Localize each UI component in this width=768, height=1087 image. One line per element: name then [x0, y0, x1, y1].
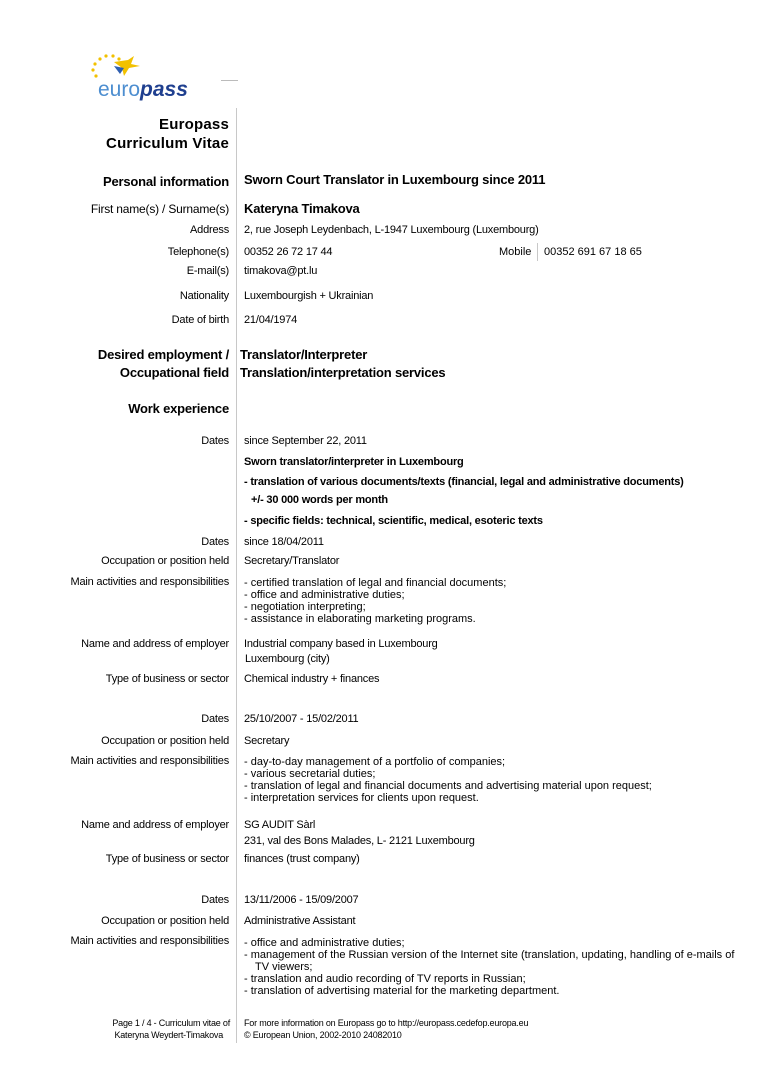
- job4-occ: Administrative Assistant: [244, 915, 356, 927]
- job2-occ-label: Occupation or position held: [101, 555, 229, 567]
- list-item: - negotiation interpreting;: [244, 601, 366, 613]
- job2-act-label: Main activities and responsibilities: [70, 576, 229, 588]
- list-item: - interpretation services for clients upon request.: [244, 792, 479, 804]
- job3-dates: 25/10/2007 - 15/02/2011: [244, 713, 359, 725]
- job3-type-label: Type of business or sector: [105, 853, 229, 865]
- job2-dates-label: Dates: [201, 536, 229, 548]
- job1-title: Sworn translator/interpreter in Luxembourg: [244, 456, 464, 468]
- mobile-label: Mobile: [499, 246, 532, 258]
- name-label: First name(s) / Surname(s): [90, 202, 229, 216]
- address-label: Address: [190, 224, 229, 236]
- job2-type-label: Type of business or sector: [105, 673, 229, 685]
- telephone-label: Telephone(s): [167, 246, 229, 258]
- job2-type: Chemical industry + finances: [244, 673, 380, 685]
- telephone-value: 00352 26 72 17 44: [244, 246, 333, 258]
- list-item: - day-to-day management of a portfolio of companies;: [244, 756, 506, 768]
- job3-dates-label: Dates: [201, 713, 229, 725]
- job2-emp-1: Industrial company based in Luxembourg: [244, 638, 438, 650]
- list-item: - translation of legal and financial documents and advertising material upon request;: [244, 780, 652, 792]
- job3-act-label: Main activities and responsibilities: [70, 755, 229, 767]
- nationality-value: Luxembourgish + Ukrainian: [244, 290, 374, 302]
- job4-occ-label: Occupation or position held: [101, 915, 229, 927]
- job2-occ: Secretary/Translator: [244, 555, 340, 567]
- europass-logo: [84, 52, 194, 107]
- section-work-experience: Work experience: [128, 401, 229, 416]
- list-item: TV viewers;: [246, 961, 313, 973]
- headline: Sworn Court Translator in Luxembourg since 2011: [244, 172, 546, 187]
- desired-label-2: Occupational field: [119, 365, 229, 380]
- dob-label: Date of birth: [171, 314, 229, 326]
- job2-emp-label: Name and address of employer: [81, 638, 229, 650]
- job2-dates: since 18/04/2011: [244, 536, 324, 548]
- job4-act-label: Main activities and responsibilities: [70, 935, 229, 947]
- desired-value-1: Translator/Interpreter: [240, 347, 368, 362]
- job4-dates-label: Dates: [201, 894, 229, 906]
- job3-activities: [244, 756, 652, 804]
- job3-emp-2: 231, val des Bons Malades, L- 2121 Luxembourg: [244, 835, 475, 847]
- footer-left-1: Page 1 / 4 - Curriculum vitae of: [112, 1018, 230, 1028]
- dob-value: 21/04/1974: [244, 314, 298, 326]
- logo-wordmark: europass: [98, 78, 188, 101]
- name-value: Kateryna Timakova: [244, 201, 360, 216]
- job3-type: finances (trust company): [244, 853, 360, 865]
- footer-right-2: © European Union, 2002-2010 24082010: [244, 1030, 402, 1040]
- list-item: - office and administrative duties;: [244, 937, 405, 949]
- job3-emp-1: SG AUDIT Sàrl: [244, 819, 316, 831]
- doc-title-line1: Europass: [159, 116, 229, 133]
- address-value: 2, rue Joseph Leydenbach, L-1947 Luxembourg (Luxembourg): [244, 224, 539, 236]
- doc-title-line2: Curriculum Vitae: [106, 135, 229, 152]
- job1-dates: since September 22, 2011: [244, 435, 367, 447]
- list-item: - certified translation of legal and financial documents;: [244, 577, 507, 589]
- list-item: - translation of advertising material for the marketing department.: [244, 985, 560, 997]
- job4-dates: 13/11/2006 - 15/09/2007: [244, 894, 359, 906]
- job4-activities: [244, 937, 734, 997]
- header-rule: [221, 80, 238, 81]
- job1-line2: +/- 30 000 words per month: [251, 494, 388, 506]
- job1-line3: - specific fields: technical, scientific, medical, esoteric texts: [244, 515, 543, 527]
- job3-occ-label: Occupation or position held: [101, 735, 229, 747]
- list-item: - translation and audio recording of TV reports in Russian;: [244, 973, 526, 985]
- list-item: - office and administrative duties;: [244, 589, 405, 601]
- list-item: - various secretarial duties;: [244, 768, 376, 780]
- job3-occ: Secretary: [244, 735, 290, 747]
- footer-right-1[interactable]: For more information on Europass go to http://europass.cedefop.europa.eu: [244, 1018, 529, 1028]
- job1-dates-label: Dates: [201, 435, 229, 447]
- job2-emp-2: Luxembourg (city): [245, 653, 330, 665]
- mobile-divider: [537, 243, 538, 261]
- desired-label-1: Desired employment /: [97, 347, 229, 362]
- footer-left-2: Kateryna Weydert-Timakova: [114, 1030, 223, 1040]
- column-divider: [236, 108, 237, 1043]
- job1-line1: - translation of various documents/texts (financial, legal and administrative documents): [244, 476, 684, 488]
- nationality-label: Nationality: [179, 290, 229, 302]
- desired-value-2: Translation/interpretation services: [240, 365, 446, 380]
- list-item: - management of the Russian version of the Internet site (translation, updating, handling of e-mails of: [244, 949, 735, 961]
- job3-emp-label: Name and address of employer: [81, 819, 229, 831]
- list-item: - assistance in elaborating marketing programs.: [244, 613, 476, 625]
- mobile-value: 00352 691 67 18 65: [544, 246, 642, 258]
- email-value[interactable]: timakova@pt.lu: [244, 265, 318, 277]
- email-label: E-mail(s): [186, 265, 229, 277]
- section-personal-info: Personal information: [102, 174, 229, 189]
- job2-activities: [244, 577, 506, 625]
